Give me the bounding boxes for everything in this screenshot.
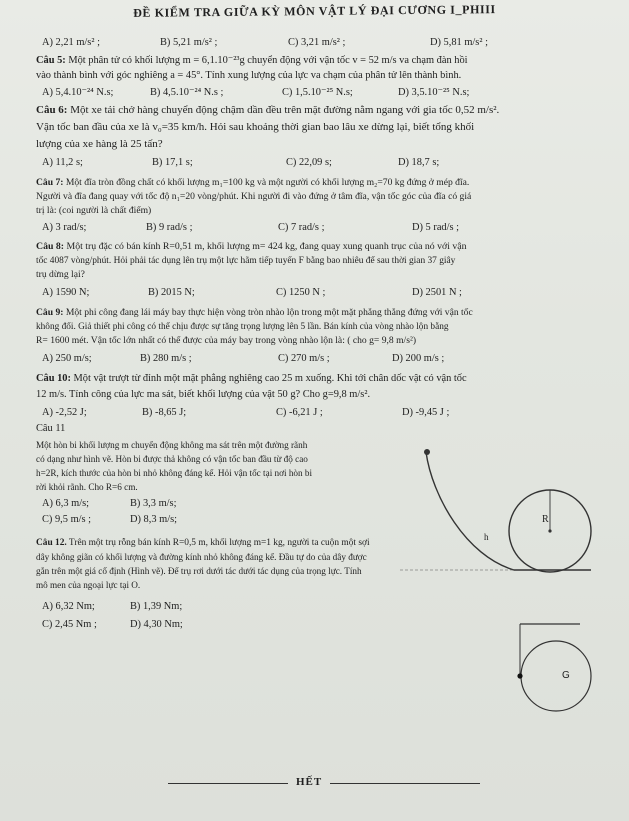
- q12-point-o: [517, 673, 522, 678]
- q11-ball: [424, 449, 430, 455]
- end-marker: [168, 776, 488, 790]
- q12-line-3: gắn trên một giá cố định (Hình vẽ). Để trụ rơi dưới tác dưới tác dụng của trọng lực. Tính: [36, 566, 362, 576]
- q5-option-c: C) 1,5.10⁻²⁵ N.s;: [282, 87, 353, 98]
- q11-option-d: D) 8,3 m/s;: [130, 514, 178, 525]
- q4-option-d: D) 5,81 m/s² ;: [430, 37, 488, 48]
- q5-label: Câu 5:: [36, 55, 66, 66]
- q11-line-3: h=2R, kích thước của hòn bi nhỏ không đáng kể. Hỏi vận tốc tại nơi hòn bi: [36, 468, 313, 478]
- q11-label-r: R: [542, 514, 549, 525]
- exam-title: ĐỀ KIỂM TRA GIỮA KỲ MÔN VẬT LÝ ĐẠI CƯƠNG I_PHIII: [133, 2, 496, 20]
- q10-option-d: D) -9,45 J ;: [402, 407, 450, 418]
- q6-label: Câu 6:: [36, 104, 68, 116]
- q7-option-a: A) 3 rad/s;: [42, 222, 87, 233]
- q7-option-c: C) 7 rad/s ;: [278, 222, 325, 233]
- q6-option-b: B) 17,1 s;: [152, 157, 193, 168]
- q5-line-1: Câu 5: Một phân tử có khối lượng m = 6,1.10⁻²³g chuyển động với vận tốc v = 52 m/s va chạm đàn hồi: [36, 55, 468, 66]
- q8-option-c: C) 1250 N ;: [276, 287, 326, 298]
- end-line-left: [168, 783, 288, 784]
- q7-line-3: trị là: (coi người là chất điểm): [36, 205, 152, 216]
- q10-option-a: A) -2,52 J;: [42, 407, 87, 418]
- q8-option-a: A) 1590 N;: [42, 287, 90, 298]
- q6-option-a: A) 11,2 s;: [42, 157, 83, 168]
- q4-option-a: A) 2,21 m/s² ;: [42, 37, 100, 48]
- q12-option-d: D) 4,30 Nm;: [130, 619, 183, 630]
- q9-option-a: A) 250 m/s;: [42, 353, 92, 364]
- q8-option-b: B) 2015 N;: [148, 287, 195, 298]
- q7-option-b: B) 9 rad/s ;: [146, 222, 193, 233]
- q7-label: Câu 7:: [36, 177, 64, 188]
- q11-line-4: rời khỏi rãnh. Cho R=6 cm.: [36, 482, 138, 492]
- q8-line-3: trụ dừng lại?: [36, 269, 85, 280]
- q9-label: Câu 9:: [36, 307, 64, 318]
- q8-line-1: Câu 8: Một trụ đặc có bán kính R=0,51 m, khối lượng m= 424 kg, đang quay xung quanh trục của nó với vận: [36, 241, 467, 252]
- q6-line-2: Vận tốc ban đầu của xe là v₀=35 km/h. Hỏi sau khoảng thời gian bao lâu xe dừng lại, biết tổng khối: [36, 121, 475, 133]
- q6-line-3: lượng của xe hàng là 25 tấn?: [36, 138, 163, 150]
- q5-option-b: B) 4,5.10⁻²⁴ N.s ;: [150, 87, 224, 98]
- q10-label: Câu 10:: [36, 373, 71, 384]
- q12-line-4: mô men của ngoại lực tại O.: [36, 580, 141, 590]
- q7-line-1: Câu 7: Một đĩa tròn đồng chất có khối lượng m₁=100 kg và một người có khối lượng m₂=70 kg đứng ở mép đĩa.: [36, 177, 470, 188]
- q12-line-1: Câu 12. Trên một trụ rỗng bán kính R=0,5 m, khối lượng m=1 kg, người ta cuộn một sợi: [36, 538, 370, 548]
- end-text: HẾT: [296, 776, 323, 788]
- q12-option-a: A) 6,32 Nm;: [42, 601, 95, 612]
- q9-line-2: không đổi. Giả thiết phi công có thể chịu được sự tăng trọng lượng lên 5 lần. Bán kính của vòng nhào lộn bằng: [36, 322, 449, 332]
- q10-line-1: Câu 10: Một vật trượt từ đỉnh một mặt phẳng nghiêng cao 25 m xuống. Khi tới chân dốc vật có vận tốc: [36, 373, 467, 384]
- q12-label: Câu 12.: [36, 538, 67, 548]
- q5-option-d: D) 3,5.10⁻²⁵ N.s;: [398, 87, 470, 98]
- q12-cylinder: [521, 641, 591, 711]
- q4-option-b: B) 5,21 m/s² ;: [160, 37, 218, 48]
- q11-line-1: Một hòn bi khối lượng m chuyển động không ma sát trên một đường rãnh: [36, 440, 308, 450]
- q12-option-b: B) 1,39 Nm;: [130, 601, 183, 612]
- q8-line-2: tốc 4087 vòng/phút. Hỏi phải tác dụng lên trụ một lực hãm tiếp tuyến F bằng bao nhiêu để sau thời gian 37 giây: [36, 256, 456, 266]
- q8-label: Câu 8:: [36, 241, 65, 252]
- q6-option-c: C) 22,09 s;: [286, 157, 332, 168]
- q12-option-c: C) 2,45 Nm ;: [42, 619, 97, 630]
- q6-line-1: Câu 6: Một xe tải chở hàng chuyển động chậm dần đều trên mặt đường nằm ngang với gia tốc 0,52 m/s².: [36, 104, 500, 116]
- q9-line-3: R= 1600 mét. Vận tốc lớn nhất có thể được của máy bay trong vòng nhào lộn là: ( cho g= 9,8 m/s²): [36, 335, 417, 346]
- q12-label-g: G: [562, 670, 570, 681]
- q5-line-2: vào thành bình với góc nghiêng a = 45°. Tính xung lượng của lực va chạm của phân tử lên thành bình.: [36, 70, 462, 81]
- q11-label-h: h: [484, 532, 489, 542]
- q11-option-c: C) 9,5 m/s ;: [42, 514, 92, 525]
- q11-option-b: B) 3,3 m/s;: [130, 498, 177, 509]
- q11-line-2: có dạng như hình vẽ. Hòn bi được thả không có vận tốc ban đầu từ độ cao: [36, 454, 308, 464]
- q12-line-2: dây không giãn có khối lượng và đường kính nhỏ không đáng kể. Đầu tự do của dây được: [36, 552, 367, 562]
- q9-line-1: Câu 9: Một phi công đang lái máy bay thực hiện vòng tròn nhào lộn trong một mặt phẳng thẳng đứng với vận tốc: [36, 307, 473, 318]
- q11-label: Câu 11: [36, 423, 66, 434]
- q7-option-d: D) 5 rad/s ;: [412, 222, 460, 233]
- q11-option-a: A) 6,3 m/s;: [42, 498, 90, 509]
- q10-option-c: C) -6,21 J ;: [276, 407, 323, 418]
- q10-line-2: 12 m/s. Tính công của lực ma sát, biết khối lượng của vật 50 g? Cho g=9,8 m/s².: [36, 389, 371, 400]
- q6-option-d: D) 18,7 s;: [398, 157, 440, 168]
- q8-option-d: D) 2501 N ;: [412, 287, 462, 298]
- q9-option-b: B) 280 m/s ;: [140, 353, 192, 364]
- q9-option-c: C) 270 m/s ;: [278, 353, 330, 364]
- q4-option-c: C) 3,21 m/s² ;: [288, 37, 346, 48]
- q5-option-a: A) 5,4.10⁻²⁴ N.s;: [42, 87, 114, 98]
- end-line-right: [330, 783, 480, 784]
- q10-option-b: B) -8,65 J;: [142, 407, 187, 418]
- q12-figure: [500, 616, 610, 726]
- q9-option-d: D) 200 m/s ;: [392, 353, 445, 364]
- q7-line-2: Người và đĩa đang quay với tốc độ n₁=20 vòng/phút. Khi người đi vào đứng ở tâm đĩa, vận tốc góc của đĩa có giá: [36, 191, 472, 202]
